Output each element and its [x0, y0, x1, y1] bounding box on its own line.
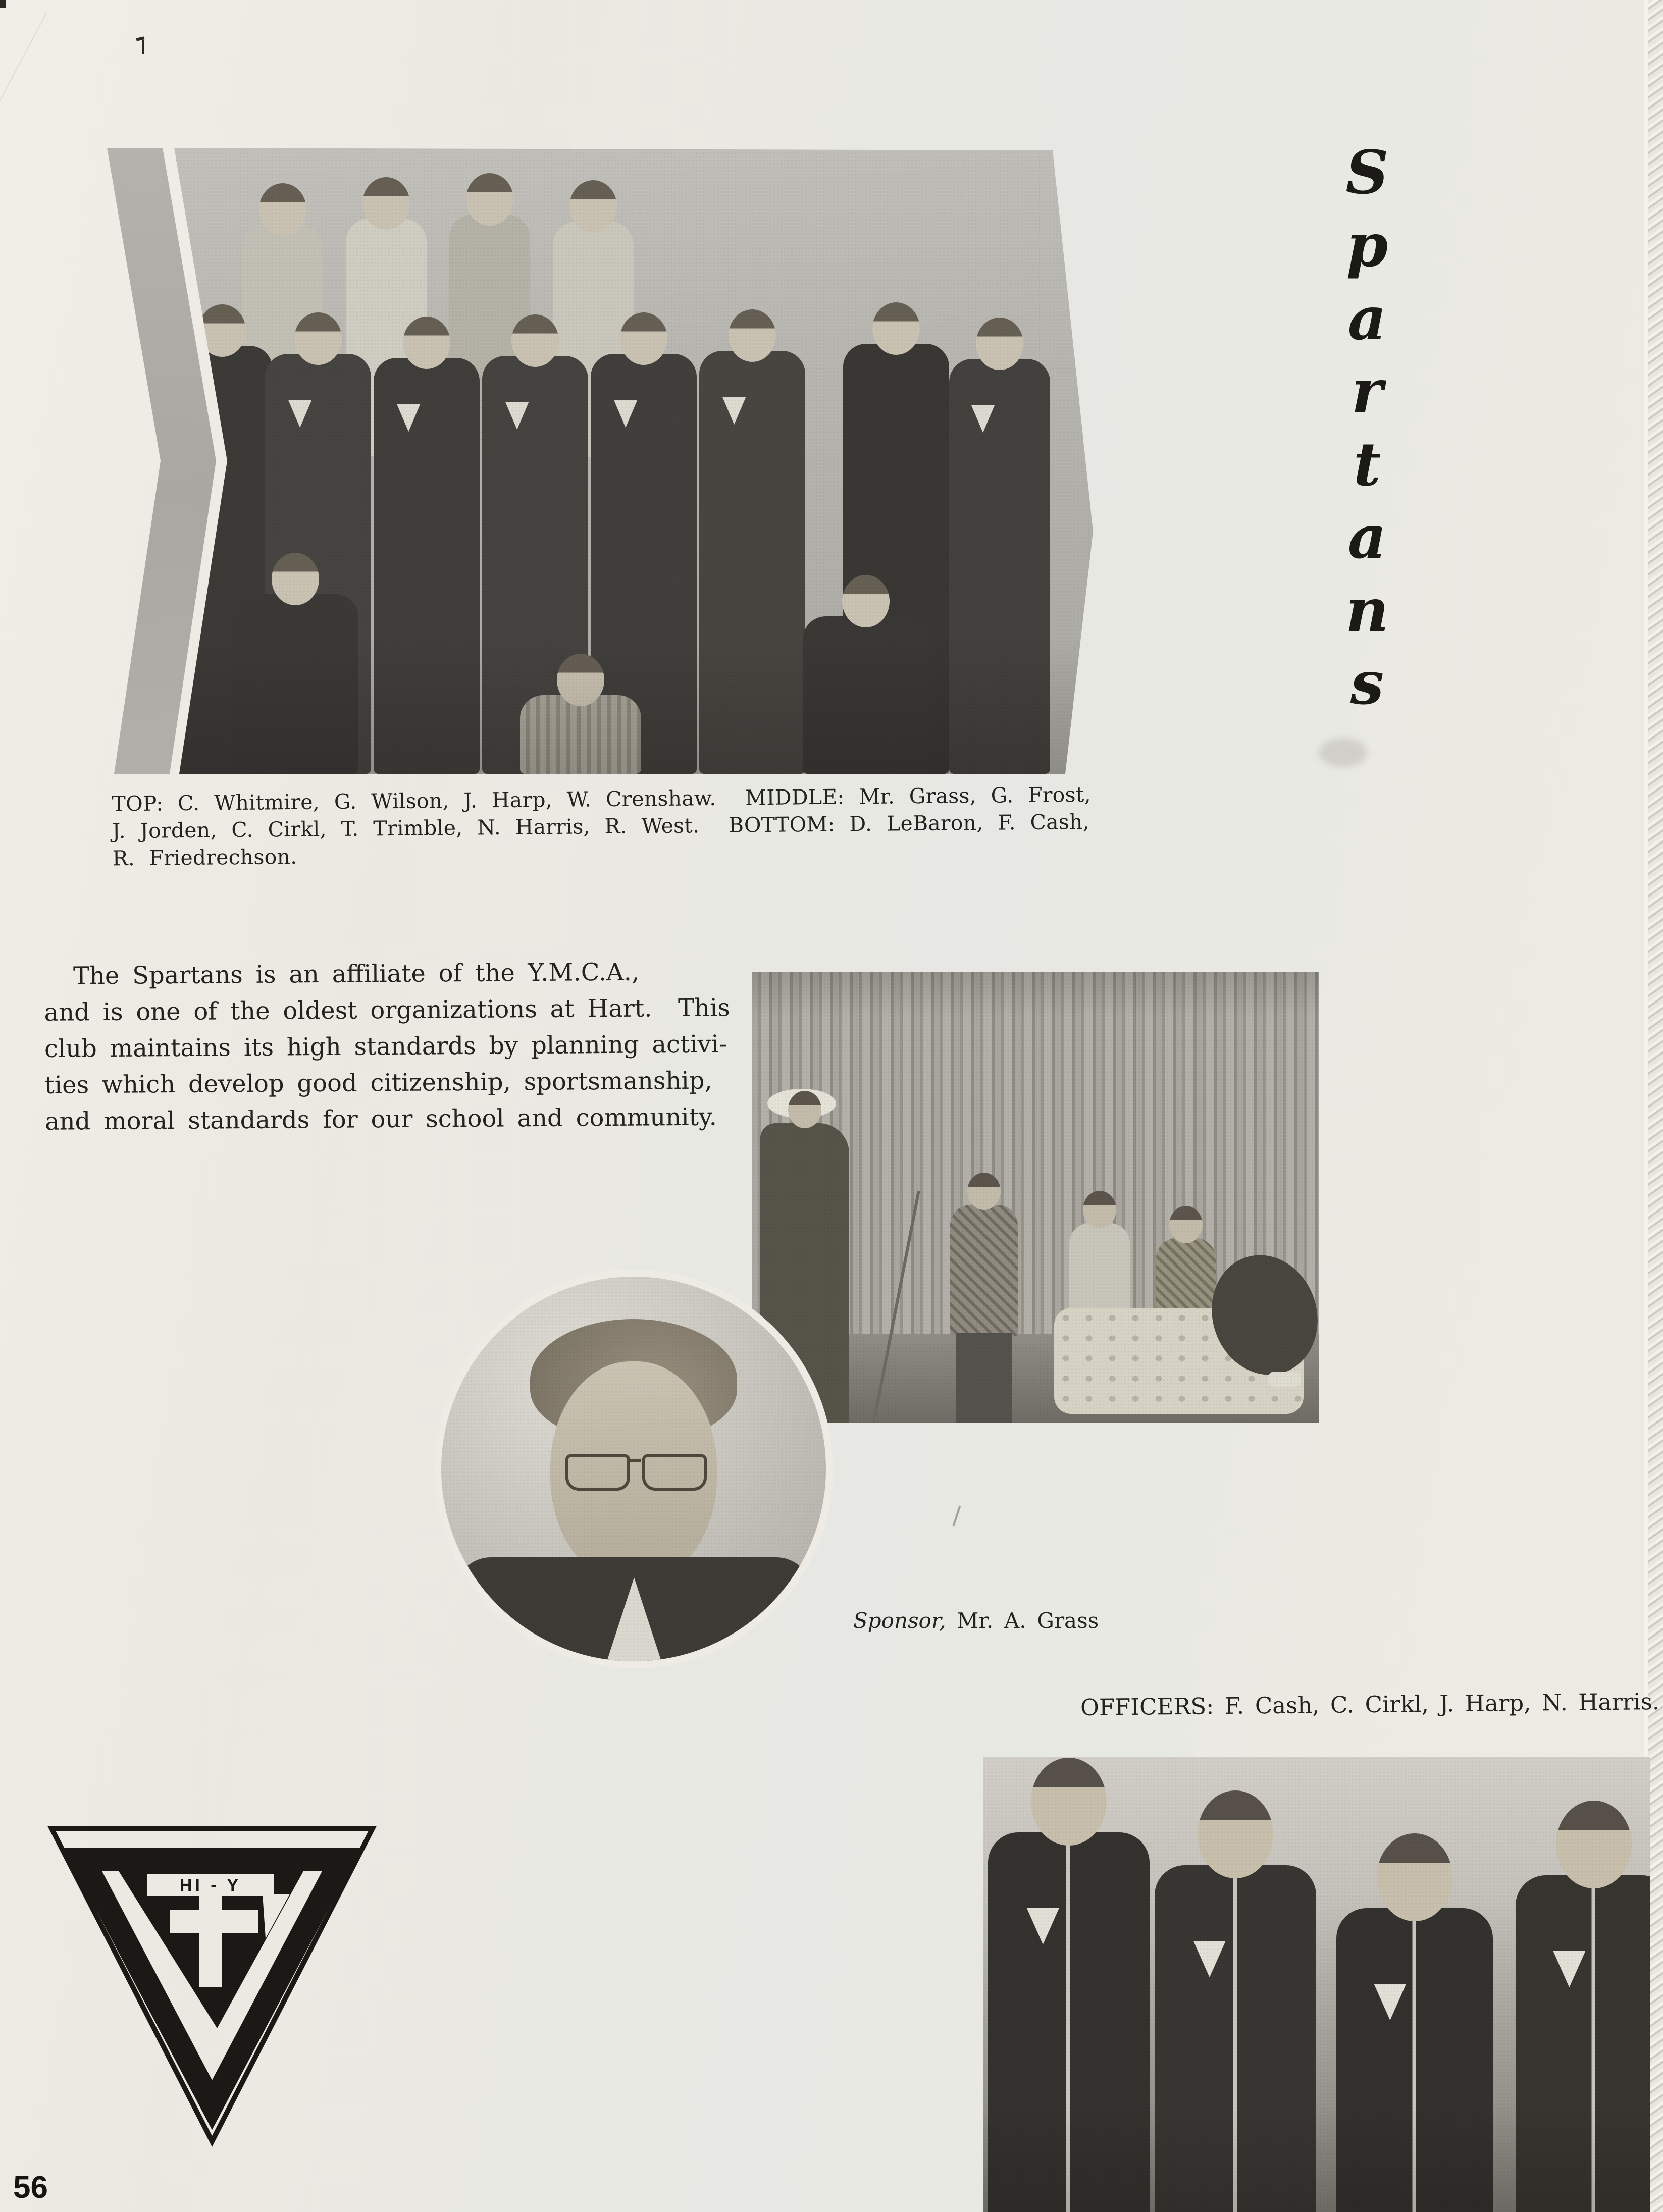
- officer-figure: [1155, 1865, 1316, 2212]
- body-paragraph: [44, 953, 747, 1140]
- person-figure: [553, 222, 634, 457]
- title-letter: a: [1347, 283, 1387, 353]
- person-figure: [520, 695, 641, 774]
- caption-line: TOP: C. Whitmire, G. Wilson, J. Harp, W. Crenshaw. MIDDLE: Mr. Grass, G. Frost,: [112, 782, 1091, 816]
- stage-photo: [752, 972, 1319, 1423]
- actor-legs: [956, 1333, 1012, 1423]
- cross-icon: [170, 1910, 258, 1933]
- page-number: 56: [13, 2170, 48, 2205]
- halftone-overlay: [172, 148, 1096, 774]
- person-figure: [374, 358, 480, 774]
- paragraph-line: The Spartans is an affiliate of the Y.M.C.A.,: [73, 958, 640, 990]
- person-figure: [449, 215, 530, 457]
- person-figure: [265, 354, 371, 774]
- title-letter: a: [1347, 502, 1387, 572]
- group-photo-caption: [112, 781, 1102, 872]
- person-figure: [232, 594, 358, 774]
- title-letter: r: [1351, 356, 1383, 427]
- person-figure: [482, 356, 588, 774]
- officer-figure: [1516, 1875, 1650, 2212]
- paragraph-line: and is one of the oldest organizations at Hart. This: [44, 993, 731, 1027]
- halftone-overlay: [983, 1757, 1650, 2212]
- binding-edge: [1648, 0, 1663, 2212]
- person-figure: [591, 354, 697, 774]
- pencil-mark: [953, 1505, 961, 1526]
- logo-accent-shape: [263, 1894, 290, 1938]
- officer-figure: [988, 1832, 1150, 2212]
- sponsor-caption: [853, 1608, 1099, 1633]
- actor-figure: [950, 1205, 1018, 1336]
- glasses-left-lens: [565, 1454, 630, 1491]
- person-figure: [843, 344, 949, 774]
- scan-speck: [0, 0, 6, 8]
- white-shoe: [1268, 1372, 1301, 1387]
- caption-line: R. Friedrechson.: [112, 844, 297, 871]
- sponsor-portrait-photo: [434, 1270, 833, 1668]
- person-figure: [699, 351, 805, 774]
- page-title-vertical: [1337, 137, 1397, 718]
- officer-figure: [1336, 1908, 1493, 2212]
- title-letter: p: [1346, 210, 1388, 281]
- glasses-right-lens: [642, 1454, 707, 1491]
- paper-crease: [0, 13, 47, 152]
- ink-smudge: [1319, 738, 1367, 767]
- officers-caption: OFFICERS: F. Cash, C. Cirkl, J. Harp, N. Harris.: [1080, 1688, 1660, 1721]
- title-letter: s: [1350, 647, 1384, 718]
- person-figure: [803, 616, 929, 774]
- person-figure: [949, 359, 1050, 774]
- sponsor-caption-name: Mr. A. Grass: [946, 1608, 1099, 1633]
- paragraph-line: and moral standards for our school and community.: [44, 1102, 717, 1136]
- group-photo: [172, 148, 1096, 774]
- person-figure: [346, 219, 427, 456]
- glasses-bridge: [627, 1459, 641, 1462]
- title-letter: t: [1353, 429, 1381, 499]
- title-letter: S: [1345, 137, 1389, 207]
- sponsor-caption-italic: Sponsor,: [853, 1608, 946, 1633]
- officers-photo: [983, 1757, 1650, 2212]
- person-figure: [242, 225, 323, 457]
- logo-label: HI - Y: [179, 1876, 242, 1895]
- caption-line: J. Jorden, C. Cirkl, T. Trimble, N. Harris, R. West. BOTTOM: D. LeBaron, F. Cash,: [112, 809, 1090, 844]
- paragraph-line: club maintains its high standards by planning activi-: [44, 1030, 727, 1063]
- title-letter: n: [1345, 574, 1389, 645]
- paragraph-line: ties which develop good citizenship, sportsmanship,: [44, 1066, 712, 1099]
- scan-speck: [142, 40, 144, 54]
- hi-y-logo: [46, 1818, 378, 2149]
